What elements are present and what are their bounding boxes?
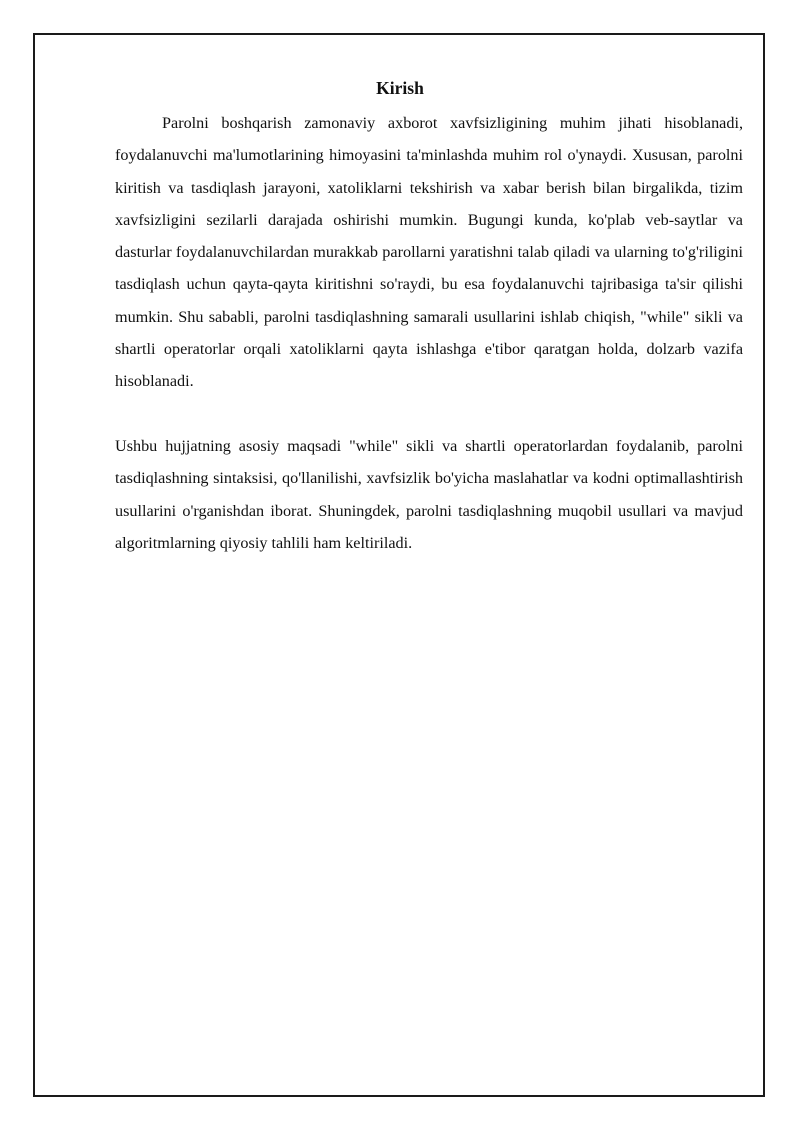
document-body [115, 107, 743, 559]
paragraph-intro: Parolni boshqarish zamonaviy axborot xavfsizligining muhim jihati hisoblanadi, foydalanuvchi ma'lumotlarining himoyasini ta'minlashda muhim rol o'ynaydi. Xususan, parolni kiritish va tasdiqlash jarayoni, xatoliklarni tekshirish va xabar berish bilan birgalikda, tizim xavfsizligini sezilarli darajada oshirishi mumkin. Bugungi kunda, ko'plab veb-saytlar va dasturlar foydalanuvchilardan murakkab parollarni yaratishni talab qiladi va ularning to'g'riligini tasdiqlash uchun qayta-qayta kiritishni so'raydi, bu esa foydalanuvchi tajribasiga ta'sir qilishi mumkin. Shu sababli, parolni tasdiqlashning samarali usullarini ishlab chiqish, "while" sikli va shartli operatorlar orqali xatoliklarni qayta ishlashga e'tibor qaratgan holda, dolzarb vazifa hisoblanadi. [115, 114, 743, 391]
paragraph-spacer [115, 398, 743, 430]
section-title: Kirish [376, 78, 424, 98]
paragraph-purpose: Ushbu hujjatning asosiy maqsadi "while" sikli va shartli operatorlardan foydalanib, parolni tasdiqlashning sintaksisi, qo'llanilishi, xavfsizlik bo'yicha maslahatlar va kodni optimallashtirish usullarini o'rganishdan iborat. Shuningdek, parolni tasdiqlashning muqobil usullari va mavjud algoritmlarning qiyosiy tahlili ham keltiriladi. [115, 436, 743, 552]
